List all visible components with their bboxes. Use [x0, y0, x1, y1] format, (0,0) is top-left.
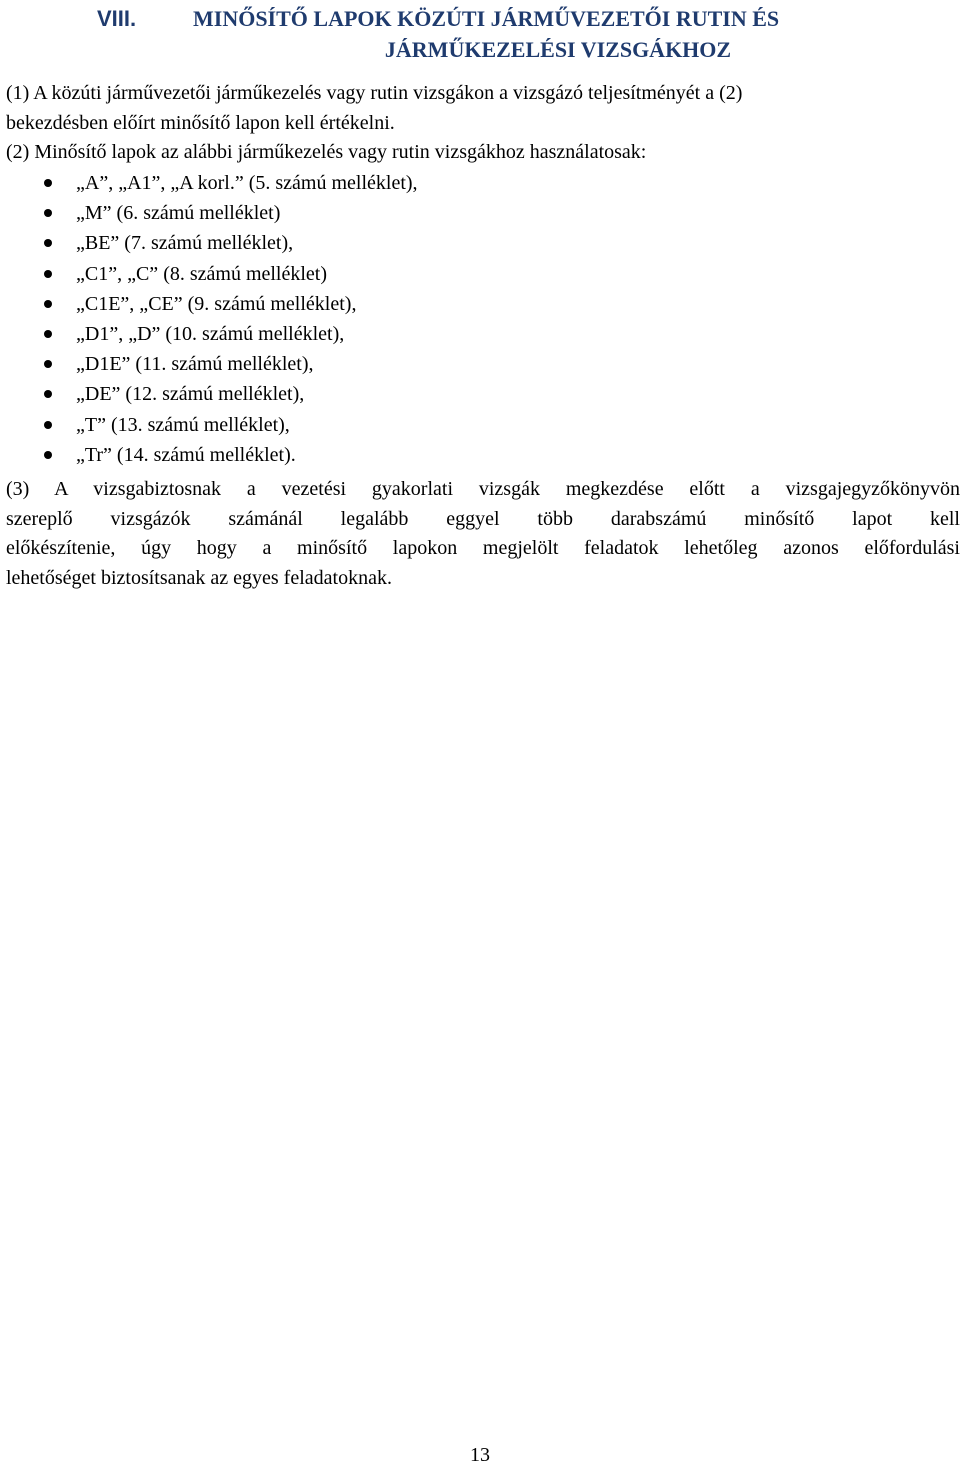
list-item-text: „C1”, „C” (8. számú melléklet) [76, 262, 328, 285]
list-item [0, 319, 418, 349]
list-item [0, 289, 418, 319]
section-title-line-2: JÁRMŰKEZELÉSI VIZSGÁKHOZ [384, 37, 732, 62]
section-number: VIII. [97, 6, 137, 31]
list-item [0, 440, 418, 470]
list-item-text: „D1E” (11. számú melléklet), [76, 353, 314, 376]
bullet-icon [44, 330, 52, 338]
section-title-line-1: MINŐSÍTŐ LAPOK KÖZÚTI JÁRMŰVEZETŐI RUTIN ÉS [193, 6, 780, 31]
bullet-icon [44, 209, 52, 217]
bullet-icon [44, 270, 52, 278]
list-item-text: „D1”, „D” (10. számú melléklet), [76, 323, 345, 346]
paragraph-1-line-1: (1) A közúti járművezetői járműkezelés vagy rutin vizsgákon a vizsgázó teljesítményét a (2) [6, 82, 743, 104]
list-item-text: „Tr” (14. számú melléklet). [76, 443, 296, 466]
bullet-icon [44, 451, 52, 459]
list-item [0, 410, 418, 440]
page-number: 13 [470, 1444, 490, 1466]
list-item [0, 379, 418, 409]
paragraph-1-line-2: bekezdésben előírt minősítő lapon kell értékelni. [6, 111, 395, 134]
bullet-icon [44, 360, 52, 368]
annex-list [0, 168, 418, 470]
list-item-text: „BE” (7. számú melléklet), [76, 232, 294, 255]
paragraph-2-intro: (2) Minősítő lapok az alábbi járműkezelés vagy rutin vizsgákhoz használatosak: [6, 141, 647, 163]
bullet-icon [44, 421, 52, 429]
paragraph-3-line-1: (3) A vizsgabiztosnak a vezetési gyakorlati vizsgák megkezdése előtt a vizsgajegyzőkönyvön [6, 478, 960, 500]
paragraph-1 [6, 79, 960, 138]
paragraph-3-line-4: lehetőséget biztosítsanak az egyes feladatoknak. [6, 566, 392, 589]
paragraph-2 [6, 138, 960, 168]
list-item [0, 198, 418, 228]
list-item [0, 349, 418, 379]
bullet-icon [44, 179, 52, 187]
paragraph-3-line-2: szereplő vizsgázók számánál legalább eggyel több darabszámú minősítő lapot kell [6, 507, 960, 530]
list-item-text: „C1E”, „CE” (9. számú melléklet), [76, 292, 357, 315]
list-item [0, 259, 418, 289]
bullet-icon [44, 239, 52, 247]
list-item-text: „DE” (12. számú melléklet), [76, 383, 305, 406]
list-item-text: „A”, „A1”, „A korl.” (5. számú melléklet), [76, 172, 418, 194]
bullet-icon [44, 300, 52, 308]
list-item [0, 168, 418, 198]
bullet-icon [44, 390, 52, 398]
list-item-text: „M” (6. számú melléklet) [76, 202, 281, 225]
list-item [0, 228, 418, 258]
paragraph-3-line-3: előkészítenie, úgy hogy a minősítő lapokon megjelölt feladatok lehetőleg azonos előfordulási [6, 537, 960, 559]
paragraph-3 [6, 475, 960, 593]
list-item-text: „T” (13. számú melléklet), [76, 413, 290, 436]
